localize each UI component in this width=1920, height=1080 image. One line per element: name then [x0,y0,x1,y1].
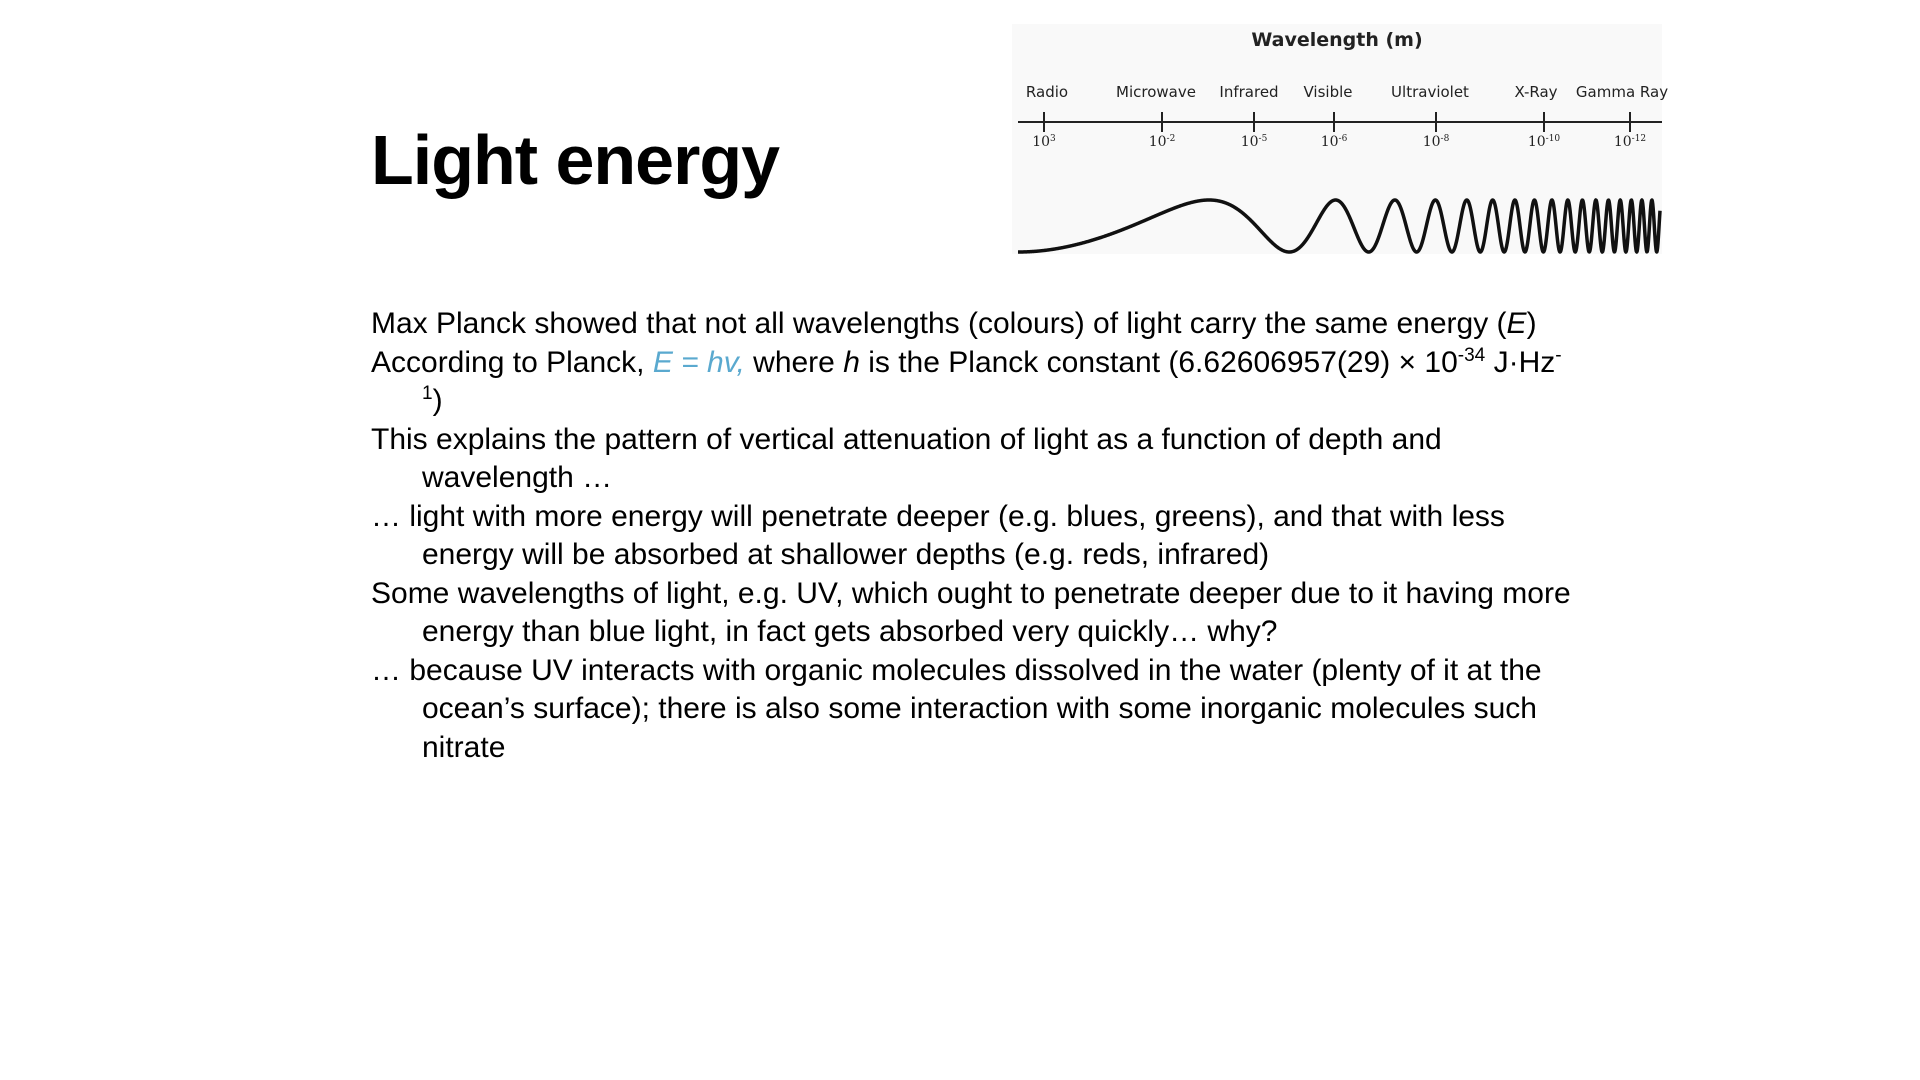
tick-label: $10^{-2}$ [1148,134,1176,150]
region-label-ultraviolet: Ultraviolet [1391,83,1469,101]
region-label-microwave: Microwave [1116,83,1196,101]
planck-equation: E = hv, [652,345,745,379]
paragraph-planck-energy: Max Planck showed that not all wavelengths (colours) of light carry the same energy (E) [371,307,1537,340]
region-label-radio: Radio [1025,83,1069,101]
spectrum-figure [1012,24,1669,254]
paragraph-uv-question: Some wavelengths of light, e.g. UV, which ought to penetrate deeper due to it having more energy than blue light, in fact gets absorbed very quickly… why? [371,576,1571,648]
region-label-gamma-ray: Gamma Ray [1575,83,1669,101]
paragraph-attenuation: This explains the pattern of vertical attenuation of light as a function of depth and wavelength … [371,422,1442,494]
wave-graphic [1018,200,1660,252]
tick-label: $10^{-8}$ [1422,134,1450,150]
tick-label: $10^{-12}$ [1613,134,1647,150]
region-label-infrared: Infrared [1219,83,1279,101]
tick-label: $10^{-10}$ [1527,134,1561,150]
region-label-xray: X-Ray [1514,83,1558,101]
tick-label: $10^{-6}$ [1320,134,1348,150]
slide-title: Light energy [371,121,780,199]
paragraph-penetration: … light with more energy will penetrate deeper (e.g. blues, greens), and that with less energy will be absorbed at shallower depths (e.g. reds, infrared) [371,499,1505,571]
body-text [371,305,1571,767]
region-label-visible: Visible [1303,83,1353,101]
figure-title: Wavelength (m) [1251,29,1423,51]
tick-label: $10^3$ [1032,134,1056,150]
paragraph-planck-equation: According to Planck, E = hv, where h is the Planck constant ($6.62606957(29) \times 10^{-34}$ $J\cdot Hz^{-1}$) [371,344,1562,417]
tick-label: $10^{-5}$ [1240,134,1268,150]
paragraph-uv-answer: … because UV interacts with organic molecules dissolved in the water (plenty of it at the ocean’s surface); there is also some interaction with some inorganic molecules such nitrate [371,653,1542,764]
